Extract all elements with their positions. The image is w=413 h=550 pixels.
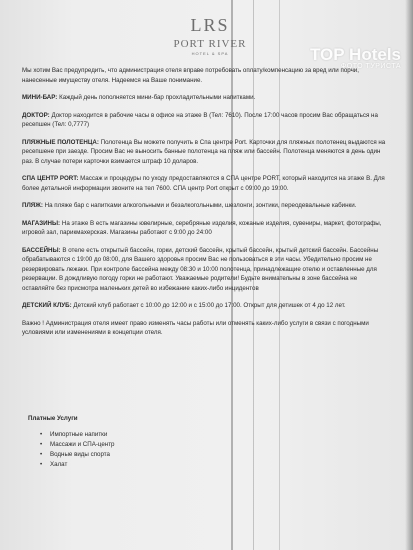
doctor-paragraph bbox=[22, 111, 388, 130]
paragraph-label: СПА ЦЕНТР PORT: bbox=[22, 175, 79, 182]
important-notice-paragraph bbox=[22, 319, 388, 338]
paragraph-text: Каждый день пополняется мини-бар прохладительными напитками. bbox=[59, 94, 256, 101]
paragraph-label: ПЛЯЖНЫЕ ПОЛОТЕНЦА: bbox=[22, 138, 99, 146]
logo-subtitle: HOTEL & SPA bbox=[191, 51, 229, 56]
kids-club-paragraph bbox=[22, 301, 388, 311]
intro-paragraph bbox=[22, 66, 388, 85]
list-item: • Массажи и СПА-центр bbox=[40, 440, 115, 450]
list-item: • Водные виды спорта bbox=[40, 450, 115, 460]
towels-paragraph bbox=[22, 138, 388, 167]
paragraph-text: На этаже В есть магазины ювелирные, серебряные изделия, кожаные изделия, сувениры, маркет, фотографы, игровой зал, парикмахерская. Магазины работают с 9:00 до 24:00 bbox=[22, 219, 382, 236]
paragraph-text: Доктор находится в рабочие часы в офисе на этаже B (Тел: 7610). После 17:00 часов просим Вас обращаться на ресепшен (Тел: 0,7777) bbox=[22, 111, 378, 128]
paragraph-text: Важно ! Администрация отеля имеет право изменять часы работы или отменять каких-либо услуги в связи с погодными условиями или изменениями в концепции отеля. bbox=[22, 319, 369, 336]
shops-paragraph bbox=[22, 219, 388, 238]
paragraph-text: На пляже бар с напитками алкогольными и безалкогольными, шезлонги, зонтики, переодевальные кабинки. bbox=[44, 202, 357, 209]
watermark-brand: TOP Hotels bbox=[309, 45, 401, 64]
paragraph-text: Детский клуб работает с 10:00 до 12:00 и с 15:00 до 17:00. Открыт для детишек от 4 до 12 лет. bbox=[73, 302, 346, 309]
list-item: • Халат bbox=[40, 460, 115, 470]
paragraph-label: БАССЕЙНЫ: bbox=[22, 246, 61, 254]
paragraph-text: В отеле есть открытый бассейн, горки, детский бассейн, крытый бассейн, крытый детский бассейн. Бассейны обрабатываются с 19:00 до 08:00, для Вашего здоровья просим Вас не пользоваться в эти часы. Убедительно просим не резервировать лежаки. При контроле бассейна между 08:30 и 10:00 полотенца, принадлежащие отелю и оставленные для резервации. В дождливую погоду горки не работают. Уважаемые родители! Будьте внимательны в зоне бассейна не оставляйте без присмотра маленьких детей во избежание каких-либо инцидентов bbox=[22, 246, 379, 292]
watermark-subtitle: ФОТО ТУРИСТА bbox=[340, 63, 401, 70]
paragraph-text: Массаж и процедуры по уходу предоставляются в СПА центре PORT, который находится на этаже B. Для более детальной информации звоните на тел 7600. СПА центр Port открыт с 09:00 до 19:00. bbox=[22, 175, 385, 192]
pools-paragraph bbox=[22, 246, 388, 294]
list-item: • Импортные напитки bbox=[40, 430, 115, 440]
paragraph-label: ДЕТСКИЙ КЛУБ: bbox=[22, 302, 72, 309]
beach-paragraph bbox=[22, 201, 388, 211]
hotel-logo bbox=[155, 16, 265, 56]
paid-services-section bbox=[28, 415, 115, 470]
page-edge-shadow bbox=[405, 0, 413, 550]
paid-services-list bbox=[28, 430, 115, 470]
paragraph-label: ПЛЯЖ: bbox=[22, 202, 43, 209]
logo-mark: LRS bbox=[190, 15, 230, 35]
document-body bbox=[22, 66, 388, 346]
paragraph-label: ДОКТОР: bbox=[22, 111, 50, 119]
logo-name: PORT RIVER bbox=[173, 38, 247, 50]
paid-services-title: Платные Услуги bbox=[28, 415, 78, 422]
spa-paragraph bbox=[22, 174, 388, 193]
minibar-paragraph bbox=[22, 93, 388, 103]
paragraph-label: МИНИ-БАР: bbox=[22, 94, 58, 101]
paragraph-label: МАГАЗИНЫ: bbox=[22, 219, 61, 227]
paragraph-text: Полотенца Вы можете получить в Спа центре Port. Карточки для пляжных полотенец выдаются на ресепшене при заезде. Просим Вас не выносить банные полотенца на пляж или бассейн. Полотенца меняются в день один раз. В случае потери карточки взимается штраф 10 доларов. bbox=[22, 138, 386, 165]
paragraph-text: Мы хотим Вас предупредить, что администрация отеля вправе потребовать оплату/компенсацию за вред или порчи, нанесенные имуществу отеля. Надеемся на Ваше понимание. bbox=[22, 67, 359, 84]
